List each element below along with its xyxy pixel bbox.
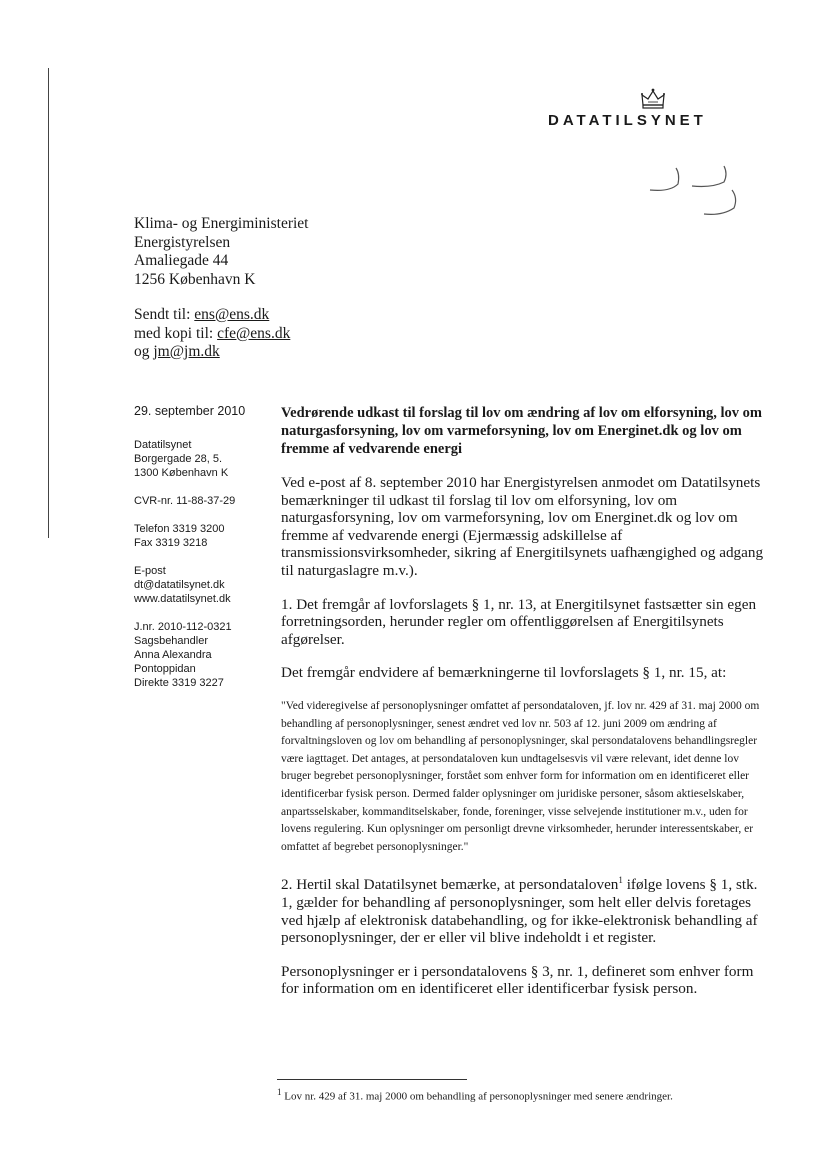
crown-icon	[640, 88, 666, 110]
recipient-line: Klima- og Energiministeriet	[134, 215, 309, 232]
letter-body	[281, 404, 771, 1014]
cvr-number: CVR-nr. 11-88-37-29	[134, 495, 236, 507]
phone-fax: Telefon 3319 3200 Fax 3319 3218	[134, 523, 225, 549]
paragraph: 2. Hertil skal Datatilsynet bemærke, at persondataloven$^1$ ifølge lovens § 1, stk. 1, gælder for behandling af personoplysninger, som helt eller delvis foretages ved hjælp af elektronisk databehandling, og for ikke-elektronisk behandling af personoplysninger, der er eller vil blive indeholdt i et register.	[281, 875, 758, 947]
email-web: E-post dt@datatilsynet.dk www.datatilsynet.dk	[134, 565, 231, 605]
logo-wordmark: DATATILSYNET	[548, 112, 707, 129]
sent-to-email-link[interactable]: ens@ens.dk	[194, 306, 270, 323]
sent-to-label: Sendt til:	[134, 306, 195, 323]
paragraph: Det fremgår endvidere af bemærkningerne til lovforslagets § 1, nr. 15, at:	[281, 664, 727, 682]
footnote	[277, 1087, 673, 1103]
sender-sidebar	[134, 404, 274, 704]
paragraph: Ved e-post af 8. september 2010 har Energistyrelsen anmodet om Datatilsynets bemærkninger til udkast til forslag til lov om elforsyning, lov om naturgasforsyning, lov om varmeforsyning, lov om Energinet.dk og lov om fremme af vedvarende energi (Ejermæssig adskillelse af transmissionsvirksomheder, sikring af Energitilsynets uafhængighed og adgang til naturgaslagre m.v.).	[281, 474, 764, 579]
paragraph: Personoplysninger er i persondatalovens § 3, nr. 1, defineret som enhver form for information om en identificeret eller identificerbar fysisk person.	[281, 962, 754, 998]
handwritten-initials	[640, 162, 760, 222]
paragraph: 1. Det fremgår af lovforslagets § 1, nr. 13, at Energitilsynet fastsætter sin egen forretningsorden, herunder regler om offentliggørelsen af Energitilsynets afgørelser.	[281, 595, 757, 648]
left-margin-rule	[48, 68, 49, 538]
recipient-line: Energistyrelsen	[134, 233, 231, 251]
sender-address: Datatilsynet Borgergade 28, 5. 1300 København K	[134, 439, 229, 479]
footnote-number: 1	[277, 1087, 282, 1097]
subject-heading: Vedrørende udkast til forslag til lov om ændring af lov om elforsyning, lov om naturgasforsyning, lov om varmeforsyning, lov om Energinet.dk og lov om fremme af vedvarende energi	[281, 405, 762, 457]
case-info: J.nr. 2010-112-0321 Sagsbehandler Anna Alexandra Pontoppidan Direkte 3319 3227	[134, 621, 232, 689]
sent-to-block	[134, 306, 290, 362]
cc-label: med kopi til:	[134, 324, 218, 342]
footnote-ref: 1	[618, 875, 623, 886]
recipient-address	[134, 215, 308, 289]
footnote-divider	[277, 1079, 467, 1080]
recipient-line: 1256 København K	[134, 270, 256, 288]
letter-date: 29. september 2010	[134, 404, 246, 418]
datatilsynet-logo	[548, 88, 758, 129]
footnote-text: Lov nr. 429 af 31. maj 2000 om behandling af personoplysninger med senere ændringer.	[281, 1090, 673, 1103]
cc-email-link[interactable]: cfe@ens.dk	[217, 324, 291, 342]
and-label: og	[134, 343, 154, 360]
and-email-link[interactable]: jm@jm.dk	[153, 343, 220, 360]
quoted-remarks: "Ved videregivelse af personoplysninger omfattet af persondataloven, jf. lov nr. 429 af 31. maj 2000 om behandling af personoplysninger, senest ændret ved lov nr. 503 af 12. juni 2009 om ændring af forvaltningsloven og lov om behandling af personoplysninger, skal persondatalovens behandlingsregler være iagttaget. Det antages, at persondataloven kun undtagelsesvis vil være relevant, idet denne lov bruger begrebet personoplysninger, forstået som enhver form for information om en identificeret eller identificerbar fysisk person. Dermed falder oplysninger om juridiske personer, såsom aktieselskaber, anpartsselskaber, kommanditselskaber, fonde, foreninger, visse selvejende institutioner m.v., uden for lovens regulering. Kun oplysninger om personligt drevne virksomheder, herunder interessentskaber, er omfattet af begrebet personoplysninger."	[281, 699, 760, 853]
recipient-line: Amaliegade 44	[134, 252, 229, 269]
